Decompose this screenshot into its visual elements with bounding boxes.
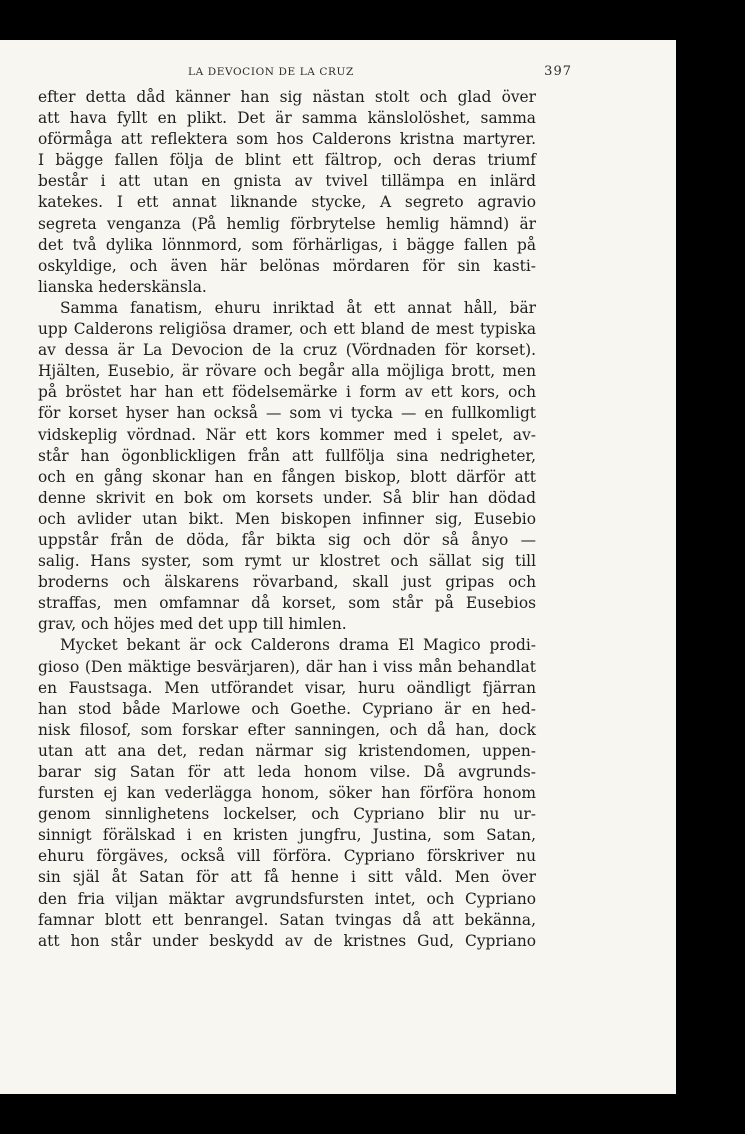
text-line: fursten ej kan vederlägga honom, söker han förföra honom: [38, 784, 536, 803]
scan-border-top: [0, 0, 745, 40]
text-line: denne skrivit en bok om korsets under. Så blir han dödad: [38, 488, 536, 507]
scan-border-right: [676, 40, 745, 1094]
text-line: katekes. I ett annat liknande stycke, A segreto agravio: [38, 193, 536, 212]
text-line: den fria viljan mäktar avgrundsfursten intet, och Cypriano: [38, 889, 536, 908]
text-line: vidskeplig vördnad. När ett kors kommer med i spelet, av-: [38, 425, 536, 444]
paragraph-start-line: Mycket bekant är ock Calderons drama El Magico prodi-: [60, 636, 536, 655]
text-line: en Faustsaga. Men utförandet visar, huru oändligt fjärran: [38, 678, 536, 697]
text-line: att hon står under beskydd av de kristnes Gud, Cypriano: [38, 931, 536, 950]
running-title: LA DEVOCION DE LA CRUZ: [188, 66, 354, 78]
text-line: av dessa är La Devocion de la cruz (Vördnaden för korset).: [38, 341, 536, 360]
scan-border-bottom: [0, 1094, 745, 1134]
text-line: salig. Hans syster, som rymt ur klostret och sällat sig till: [38, 552, 536, 571]
text-line: upp Calderons religiösa dramer, och ett bland de mest typiska: [38, 320, 536, 339]
text-line: barar sig Satan för att leda honom vilse. Då avgrunds-: [38, 763, 536, 781]
text-line: efter detta dåd känner han sig nästan stolt och glad över: [38, 88, 536, 106]
text-line: uppstår från de döda, får bikta sig och dör så ånyo —: [38, 530, 536, 549]
text-line: består i att utan en gnista av tvivel tillämpa en inlärd: [38, 172, 536, 191]
text-line: Hjälten, Eusebio, är rövare och begår alla möjliga brott, men: [38, 362, 536, 381]
paragraph-end-line: grav, och höjes med det upp till himlen.: [38, 615, 347, 634]
text-line: på bröstet har han ett födelsemärke i form av ett kors, och: [38, 383, 536, 402]
text-line: sin själ åt Satan för att få henne i sitt våld. Men över: [38, 868, 536, 887]
text-line: broderns och älskarens rövarband, skall just gripas och: [38, 573, 536, 592]
text-line: straffas, men omfamnar då korset, som står på Eusebios: [38, 594, 536, 613]
text-line: I bägge fallen följa de blint ett fältrop, och deras triumf: [38, 151, 536, 170]
text-line: det två dylika lönnmord, som förhärligas, i bägge fallen på: [38, 235, 536, 254]
page-number: 397: [544, 64, 572, 79]
text-line: sinnigt förälskad i en kristen jungfru, Justina, som Satan,: [38, 826, 536, 845]
text-line: står han ögonblickligen från att fullfölja sina nedrigheter,: [38, 446, 536, 465]
text-line: för korset hyser han också — som vi tycka — en fullkomligt: [38, 404, 536, 423]
text-line: gioso (Den mäktige besvärjaren), där han i viss mån behandlat: [38, 657, 536, 676]
text-line: segreta venganza (På hemlig förbrytelse hemlig hämnd) är: [38, 214, 536, 233]
text-line: oskyldige, och även här belönas mördaren för sin kasti-: [38, 256, 536, 275]
body-text: [38, 87, 536, 952]
text-line: och en gång skonar han en fången biskop, blott därför att: [38, 467, 536, 486]
text-line: utan att ana det, redan närmar sig kristendomen, uppen-: [38, 741, 536, 760]
page-header: [188, 66, 572, 82]
text-line: nisk filosof, som forskar efter sanningen, och då han, dock: [38, 720, 536, 739]
text-line: och avlider utan bikt. Men biskopen infinner sig, Eusebio: [38, 509, 536, 528]
paragraph-start-line: Samma fanatism, ehuru inriktad åt ett annat håll, bär: [60, 298, 536, 317]
text-line: oförmåga att reflektera som hos Calderons kristna martyrer.: [38, 130, 536, 149]
text-line: att hava fyllt en plikt. Det är samma känslolöshet, samma: [38, 109, 536, 128]
text-line: famnar blott ett benrangel. Satan tvingas då att bekänna,: [38, 910, 536, 929]
text-line: genom sinnlighetens lockelser, och Cypriano blir nu ur-: [38, 805, 536, 824]
paragraph-end-line: lianska hederskänsla.: [38, 277, 207, 296]
text-line: ehuru förgäves, också vill förföra. Cypriano förskriver nu: [38, 847, 536, 866]
text-line: han stod både Marlowe och Goethe. Cypriano är en hed-: [38, 699, 536, 718]
